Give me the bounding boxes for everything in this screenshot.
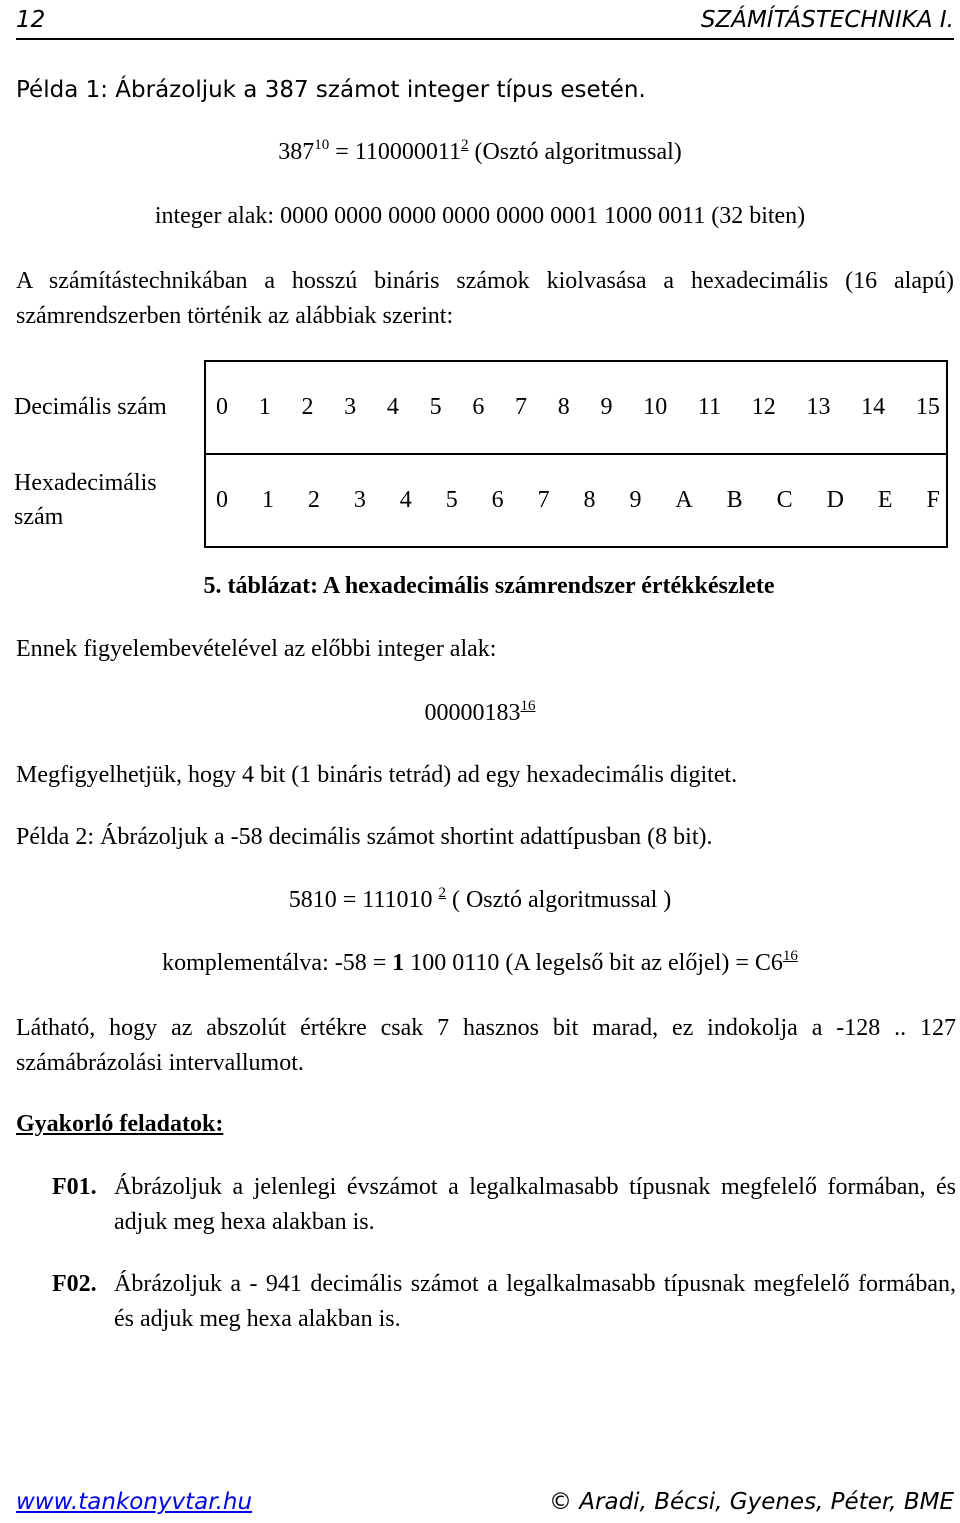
hex-values bbox=[216, 484, 940, 518]
decimal-value-15: 15 bbox=[915, 393, 940, 420]
hex-result-value: 00000183$^{16}$ bbox=[424, 698, 536, 726]
table-caption: 5. táblázat: A hexadecimális számrendszer értékkészlete bbox=[203, 573, 775, 599]
running-title: SZÁMÍTÁSTECHNIKA I. bbox=[700, 7, 954, 33]
decimal-value-3: 3 bbox=[344, 393, 357, 420]
decimal-value-14: 14 bbox=[861, 393, 886, 420]
hex-value-7: 7 bbox=[537, 486, 550, 513]
exercise-f02 bbox=[52, 1267, 956, 1337]
decimal-value-4: 4 bbox=[386, 393, 399, 420]
hex-value-9: 9 bbox=[629, 486, 642, 513]
exercise-text: Ábrázoljuk a jelenlegi évszámot a legalkalmasabb típusnak megfelelő formában, és adjuk meg hexa alakban is. bbox=[114, 1174, 956, 1235]
example2-intro: Példa 2: Ábrázoljuk a -58 decimális számot shortint adattípusban (8 bit). bbox=[16, 824, 713, 850]
hex-value-15: F bbox=[926, 486, 940, 513]
copyright-icon: © bbox=[548, 1489, 572, 1515]
decimal-value-11: 11 bbox=[697, 393, 722, 420]
hex-value-2: 2 bbox=[307, 486, 320, 513]
exercise-text: Ábrázoljuk a - 941 decimális számot a legalkalmasabb típusnak megfelelő formában, és adjuk meg hexa alakban is. bbox=[114, 1271, 956, 1332]
page-header bbox=[16, 4, 954, 40]
conclusion-paragraph: Látható, hogy az abszolút értékre csak 7 hasznos bit marad, ez indokolja a -128 .. 127 számábrázolási intervallumot. bbox=[16, 1015, 956, 1076]
hex-value-6: 6 bbox=[491, 486, 504, 513]
hex-value-0: 0 bbox=[216, 486, 228, 513]
exercise-f01 bbox=[52, 1170, 956, 1240]
decimal-value-12: 12 bbox=[751, 393, 776, 420]
hex-value-table bbox=[10, 360, 948, 548]
decimal-value-10: 10 bbox=[643, 393, 668, 420]
example1-equation: $387^{10} = 110000011^2$ (Osztó algoritmussal) bbox=[278, 137, 682, 165]
hex-row-label: Hexadecimális szám bbox=[14, 469, 157, 530]
decimal-value-7: 7 bbox=[515, 393, 528, 420]
hex-value-4: 4 bbox=[399, 486, 412, 513]
decimal-row-label: Decimális szám bbox=[14, 393, 167, 420]
complement-line: komplementálva: -58 = 1 100 0110 (A legelső bit az előjel) = $C6^{16}$ bbox=[162, 948, 798, 976]
decimal-value-5: 5 bbox=[429, 393, 442, 420]
hex-value-8: 8 bbox=[583, 486, 596, 513]
example2-equation: 5810 = 111010 $^2$ ( Osztó algoritmussal ) bbox=[288, 885, 672, 913]
exercise-id: F01. bbox=[52, 1174, 97, 1200]
hex-value-10: A bbox=[675, 486, 693, 513]
decimal-value-0: 0 bbox=[216, 393, 228, 420]
decimal-value-8: 8 bbox=[557, 393, 570, 420]
hex-value-1: 1 bbox=[261, 486, 274, 513]
hex-value-5: 5 bbox=[445, 486, 458, 513]
decimal-values bbox=[216, 391, 940, 425]
example1-intro: Példa 1: Ábrázoljuk a 387 számot integer típus esetén. bbox=[16, 77, 646, 103]
page-number: 12 bbox=[16, 7, 46, 33]
exercises-heading: Gyakorló feladatok: bbox=[16, 1111, 224, 1137]
decimal-value-2: 2 bbox=[301, 393, 314, 420]
exercise-id: F02. bbox=[52, 1271, 97, 1297]
hex-value-14: E bbox=[877, 486, 893, 513]
hex-result-lead: Ennek figyelembevételével az előbbi integer alak: bbox=[16, 636, 497, 662]
hex-value-11: B bbox=[726, 486, 743, 513]
decimal-value-1: 1 bbox=[258, 393, 271, 420]
footer-copyright bbox=[549, 1486, 954, 1518]
integer-form: integer alak: 0000 0000 0000 0000 0000 0001 1000 0011 (32 biten) bbox=[154, 203, 806, 229]
tetrad-note: Megfigyelhetjük, hogy 4 bit (1 bináris tetrád) ad egy hexadecimális digitet. bbox=[16, 762, 738, 788]
hex-intro-paragraph: A számítástechnikában a hosszú bináris számok kiolvasása a hexadecimális (16 alapú) számrendszerben történik az alábbiak szerint: bbox=[16, 268, 954, 329]
footer-website-link[interactable]: www.tankonyvtar.hu bbox=[16, 1489, 253, 1515]
footer-link-wrap bbox=[16, 1486, 252, 1518]
hex-row bbox=[10, 454, 947, 547]
hex-value-3: 3 bbox=[353, 486, 366, 513]
hex-value-12: C bbox=[776, 486, 793, 513]
footer-authors: Aradi, Bécsi, Gyenes, Péter, BME bbox=[579, 1489, 954, 1515]
decimal-value-13: 13 bbox=[806, 393, 831, 420]
decimal-row bbox=[10, 361, 947, 454]
hex-value-13: D bbox=[826, 486, 844, 513]
decimal-value-9: 9 bbox=[600, 393, 613, 420]
decimal-value-6: 6 bbox=[472, 393, 485, 420]
